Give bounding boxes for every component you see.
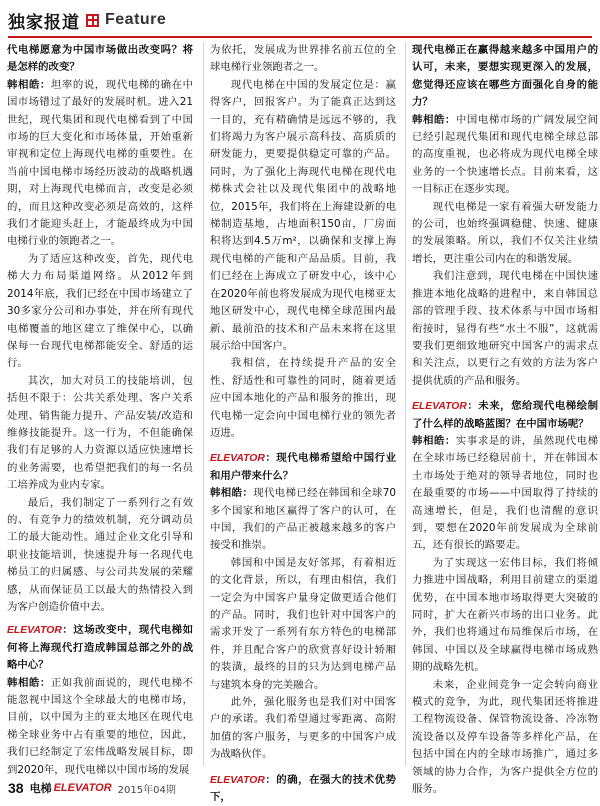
question-text: ：的确，在强大的技术优势下， <box>210 773 396 804</box>
question-text: ：这场改变中，现代电梯如何将上海现代打造成韩国总部之外的战略中心？ <box>7 624 193 672</box>
issue-label: 2015年04期 <box>117 784 176 796</box>
section-header <box>8 7 592 33</box>
speaker-label: 韩相皓： <box>7 676 51 689</box>
answer-paragraph <box>412 112 598 199</box>
body-paragraph: 为了实现这一宏伟目标，我们将倾力推进中国战略，利用目前建立的渠道优势，在中国本地市场取得更大突破的同时，扩大在新兴市场的出口业务。此外，我们也将通过布局维保后市场，在韩国、中国以及全球赢得电梯市场成熟期的战略先机。 <box>412 556 598 674</box>
answer-text: 中国电梯市场的广阔发展空间已经引起现代集团和现代电梯全球总部的高度重视，也必将成为现代电梯全球业务的一个快速增长点。目前来看，这一目标正在逐步实现。 <box>412 113 599 196</box>
question-paragraph <box>412 398 598 433</box>
speaker-label: 韩相皓： <box>412 434 456 447</box>
answer-paragraph <box>210 485 396 555</box>
body-paragraph: 为依托，发展成为世界排名前五位的全球电梯行业领跑者之一。 <box>210 44 396 74</box>
column-1 <box>7 42 194 776</box>
question-paragraph <box>7 622 193 674</box>
brand-label: ELEVATOR <box>412 401 467 413</box>
column-2 <box>210 42 396 804</box>
body-paragraph: 我相信，在持续提升产品的安全性、舒适性和可靠性的同时，随着更适应中国本地化的产品和服务的推出，现代电梯一定会向中国电梯行业的领先者迈进。 <box>210 357 396 439</box>
question-paragraph <box>210 450 396 485</box>
answer-paragraph <box>7 77 193 251</box>
speaker-label: 韩相皓： <box>7 78 51 91</box>
body-paragraph: 此外，强化服务也是我们对中国客户的承诺。我们希望通过零距离、高附加值的客户服务，与更多的中国客户成为战略伙伴。 <box>210 696 396 761</box>
column-divider <box>405 42 406 766</box>
answer-text: 实事求是的讲，虽然现代电梯在全球市场已经稳居前十，并在韩国本土市场处于绝对的领导者地位，同时也在最重要的市场——中国取得了持续的高速增长，但是，我们也清醒的意识到，要想在2020年前发展成为全球前五，还有很长的路要走。 <box>412 434 599 552</box>
body-paragraph: 为了适应这种改变，首先，现代电梯大力布局渠道网络。从2012年到2014年底，我们已经在中国市场建立了30多家分公司和办事处，并在所有现代电梯覆盖的地区建立了维保中心，以确保每一台现代电梯都能安全、舒适的运行。 <box>7 252 193 370</box>
magazine-name-cn: 电梯 <box>29 782 52 795</box>
body-paragraph: 未来，企业间竞争一定会转向商业模式的竞争，为此，现代集团还将推进工程物流设备、保管物流设备、冷冻物流设备以及停车设备等多样化产品，在包括中国在内的全球市场推广，通过多领域的协力合作，为客户提供全方位的服务。 <box>412 678 598 796</box>
section-title-cn: 独家报道 <box>8 12 80 33</box>
body-paragraph: 其次，加大对员工的技能培训，包括但不限于：公共关系处理、客户关系处理、销售能力提升、产品安装/改造和维修技能提升。这一行为，不但能确保我们有足够的人力资源以适应快速增长的业务需要，也希望把我们的每一名员工培养成为业内专家。 <box>7 374 193 492</box>
brand-label: ELEVATOR <box>210 453 265 465</box>
column-3 <box>412 42 599 796</box>
page-number: 38 <box>8 780 24 796</box>
body-paragraph: 我们注意到，现代电梯在中国快速推进本地化战略的进程中，来自韩国总部的管理手段、技术体系与中国市场相衔接时，显得有些“水土不服”，这就需要我们更细致地研究中国客户的需求点和关注点，以更行之有效的方法为客户提供优质的产品和服务。 <box>412 270 598 387</box>
column-divider <box>203 42 204 766</box>
body-paragraph: 现代电梯是一家有着强大研发能力的公司，也始终强调稳健、快速、健康的发展策略。所以，我们不仅关注业绩增长，更注重公司内在的和谐发展。 <box>412 200 598 265</box>
brand-label: ELEVATOR <box>210 774 265 786</box>
answer-text: 正如我前面说的，现代电梯不能忽视中国这个全球最大的电梯市场，目前，以中国为主的亚太地区在现代电梯全球业务中占有重要的地位，因此，我们已经制定了宏伟战略发展目标，即到2020年，现代电梯以中国市场的发展 <box>7 676 194 776</box>
page-footer <box>8 774 592 799</box>
speaker-label: 韩相皓： <box>210 487 254 500</box>
question-text: ：现代电梯希望给中国行业和用户带来什么？ <box>210 452 396 482</box>
body-paragraph: 韩国和中国是友好邻邦，有着相近的文化背景，所以，有理由相信，我们一定会为中国客户量身定做更适合他们的产品。同时，我们也针对中国客户的需求开发了一系列有东方特色的电梯部件，并且配合客户的欣赏喜好设计轿厢的装潢，最终的目的只为达到电梯产品与建筑本身的完美融合。 <box>210 556 396 691</box>
question-text: 现代电梯正在赢得越来越多中国用户的认可，未来，要想实现更深入的发展，您觉得还应该在哪些方面强化自身的能力？ <box>412 44 598 109</box>
section-title-en: Feature <box>105 11 167 28</box>
answer-paragraph <box>7 675 193 779</box>
body-paragraph: 最后，我们制定了一系列行之有效的、有竞争力的绩效机制，充分调动员工的最大能动性。通过企业文化引导和职业技能培训，快速提升每一名现代电梯员工的归属感、与公司共发展的荣耀感，从而保证员工以最大的热情投入到为客户创造价值中去。 <box>7 496 193 613</box>
answer-text: 现代电梯已经在韩国和全球70多个国家和地区赢得了客户的认可，在中国，我们的产品正被越来越多的客户接受和推崇。 <box>210 487 396 552</box>
speaker-label: 韩相皓： <box>412 113 456 126</box>
magazine-name-en: ELEVATOR <box>53 782 112 794</box>
question-text: 代电梯愿意为中国市场做出改变吗？将是怎样的改变？ <box>7 44 193 74</box>
answer-text: 坦率的说，现代电梯的确在中国市场错过了最好的发展时机。进入21世纪，现代集团和现代电梯看到了中国市场的巨大变化和市场体量，开始重新审视和定位上海现代电梯的重要性。在当前中国电梯市场经历波动的战略机遇期，对上海现代电梯而言，改变是必须的，而且这种改变必须是高效的，这样我们才能迎头赶上，才能最终成为中国电梯行业的领跑者之一。 <box>7 78 194 248</box>
brand-label: ELEVATOR <box>7 625 62 637</box>
body-paragraph: 现代电梯在中国的发展定位是：赢得客户，回报客户。为了能真正达到这一目的，充有精确情是远远不够的，我们将竭力为客户展示高科技、高质质的研发能力，更要提供稳定可靠的产品。同时，为了强化上海现代电梯在现代电梯株式会社以及现代集团中的战略地位，2015年，我们将在上海建设新的电梯制造基地，占地面积150亩，厂房面积将达到4.5万m²，以确保和支撑上海现代电梯的产能和产品品质。目前，我们已经在上海成立了研发中心，该中心在2020年前也将发展成为现代电梯亚太地区研发中心，现代电梯全球范围内最新、最前沿的技术和产品未来将在这里展示给中国客户。 <box>210 78 396 352</box>
plus-box-icon <box>86 14 99 27</box>
header-rule <box>8 36 592 38</box>
question-text: ：未来，您给现代电梯绘制了什么样的战略蓝图？在中国市场呢？ <box>412 400 598 430</box>
answer-paragraph <box>412 433 598 555</box>
